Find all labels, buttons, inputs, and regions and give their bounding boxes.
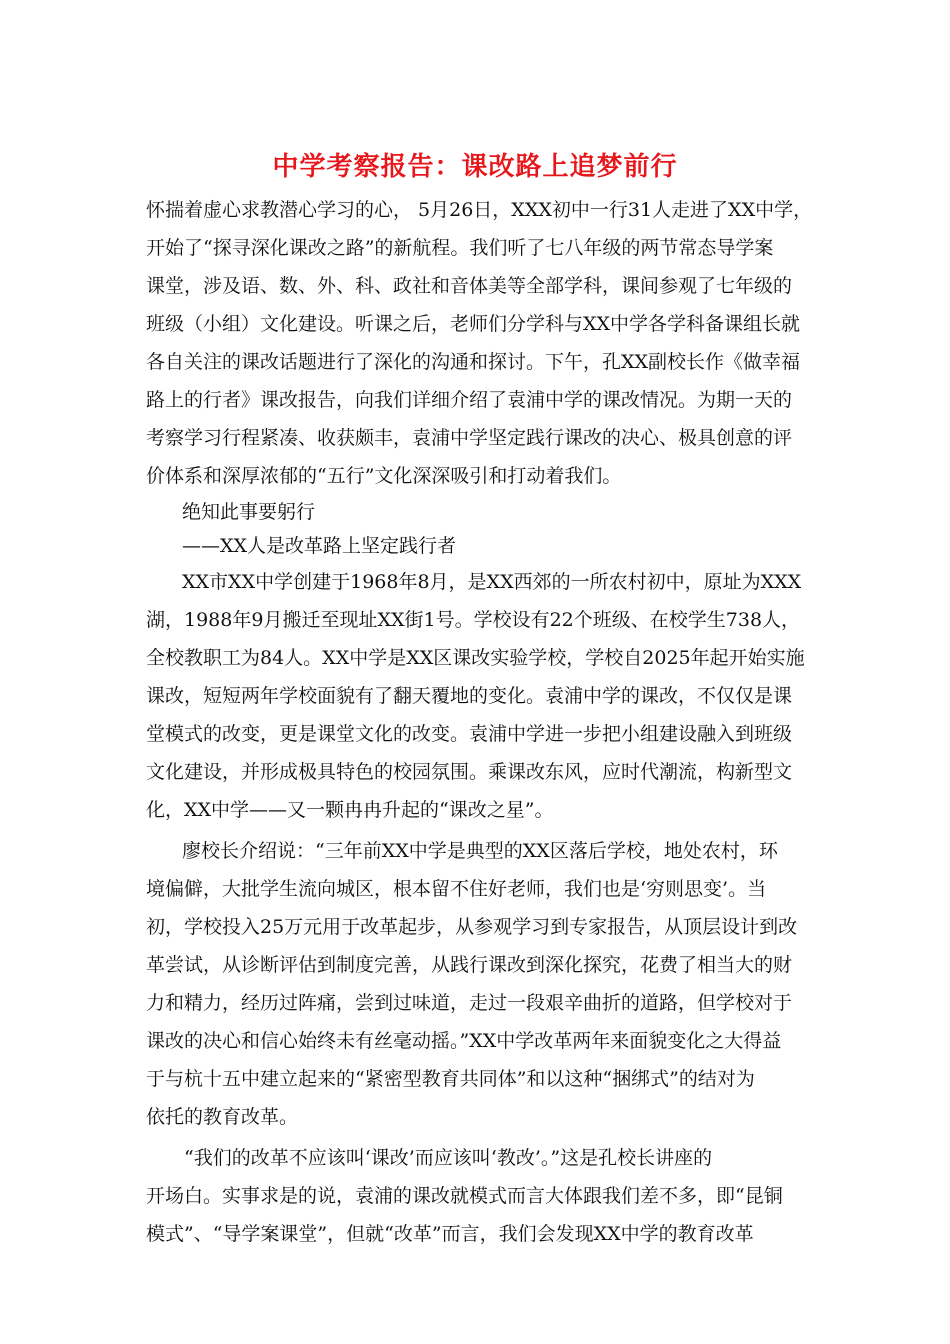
paragraph-line: 堂模式的改变，更是课堂文化的改变。袁浦中学进一步把小组建设融入到班级 (146, 723, 793, 745)
paragraph-line: 课堂，涉及语、数、外、科、政社和音体美等全部学科，课间参观了七年级的 (146, 275, 793, 297)
paragraph-line: 湖，1988年9月搬迁至现址XX街1号。学校设有22个班级、在校学生738人， (146, 609, 801, 631)
paragraph-line: 各自关注的课改话题进行了深化的沟通和探讨。下午，孔XX副校长作《做幸福 (146, 351, 801, 373)
paragraph-line: 化，XX中学——又一颗冉冉升起的“课改之星”。 (146, 799, 554, 821)
paragraph-line: 开场白。实事求是的说，袁浦的课改就模式而言大体跟我们差不多，即“昆铜 (146, 1185, 783, 1207)
paragraph-line: 革尝试，从诊断评估到制度完善，从践行课改到深化探究，花费了相当大的财 (146, 954, 793, 976)
paragraph-line: 考察学习行程紧凑、收获颇丰，袁浦中学坚定践行课改的决心、极具创意的评 (146, 427, 793, 449)
paragraph-line: 班级（小组）文化建设。听课之后，老师们分学科与XX中学各学科备课组长就 (146, 313, 801, 335)
paragraph-line: 价体系和深厚浓郁的“五行”文化深深吸引和打动着我们。 (146, 465, 622, 487)
paragraph-line: 课改的决心和信心始终未有丝毫动摇。”XX中学改革两年来面貌变化之大得益 (146, 1030, 782, 1052)
paragraph-line: 于与杭十五中建立起来的“紧密型教育共同体”和以这种“捆绑式”的结对为 (146, 1068, 755, 1090)
paragraph-line: 境偏僻，大批学生流向城区，根本留不住好老师，我们也是‘穷则思变’。当 (146, 878, 767, 900)
paragraph-line: 怀揣着虚心求教潜心学习的心， 5月26日，XXX初中一行31人走进了XX中学， (146, 199, 813, 221)
paragraph-line: 模式”、“导学案课堂”，但就“改革”而言，我们会发现XX中学的教育改革 (146, 1223, 754, 1245)
section-subheading: ——XX人是改革路上坚定践行者 (182, 535, 457, 557)
document-body (146, 191, 813, 1253)
paragraph-line: XX市XX中学创建于1968年8月，是XX西郊的一所农村初中，原址为XXX (182, 571, 802, 593)
paragraph-line: 力和精力，经历过阵痛，尝到过味道，走过一段艰辛曲折的道路，但学校对于 (146, 992, 793, 1014)
paragraph-line: 初，学校投入25万元用于改革起步，从参观学习到专家报告，从顶层设计到改 (146, 916, 798, 938)
paragraph-line: 廖校长介绍说：“三年前XX中学是典型的XX区落后学校，地处农村，环 (182, 840, 778, 862)
paragraph-line: 课改，短短两年学校面貌有了翻天覆地的变化。袁浦中学的课改，不仅仅是课 (146, 685, 793, 707)
document-title: 中学考察报告：课改路上追梦前行 (272, 152, 678, 182)
paragraph-line: “我们的改革不应该叫‘课改’而应该叫‘教改’。”这是孔校长讲座的 (184, 1147, 713, 1169)
paragraph-line: 开始了“探寻深化课改之路”的新航程。我们听了七八年级的两节常态导学案 (146, 237, 774, 259)
paragraph-line: 文化建设，并形成极具特色的校园氛围。乘课改东风，应时代潮流，构新型文 (146, 761, 793, 783)
paragraph-line: 全校教职工为84人。XX中学是XX区课改实验学校，学校自2025年起开始实施 (146, 647, 805, 669)
paragraph-line: 依托的教育改革。 (146, 1106, 299, 1128)
paragraph-line: 路上的行者》课改报告，向我们详细介绍了袁浦中学的课改情况。为期一天的 (146, 389, 793, 411)
section-heading: 绝知此事要躬行 (182, 501, 316, 523)
